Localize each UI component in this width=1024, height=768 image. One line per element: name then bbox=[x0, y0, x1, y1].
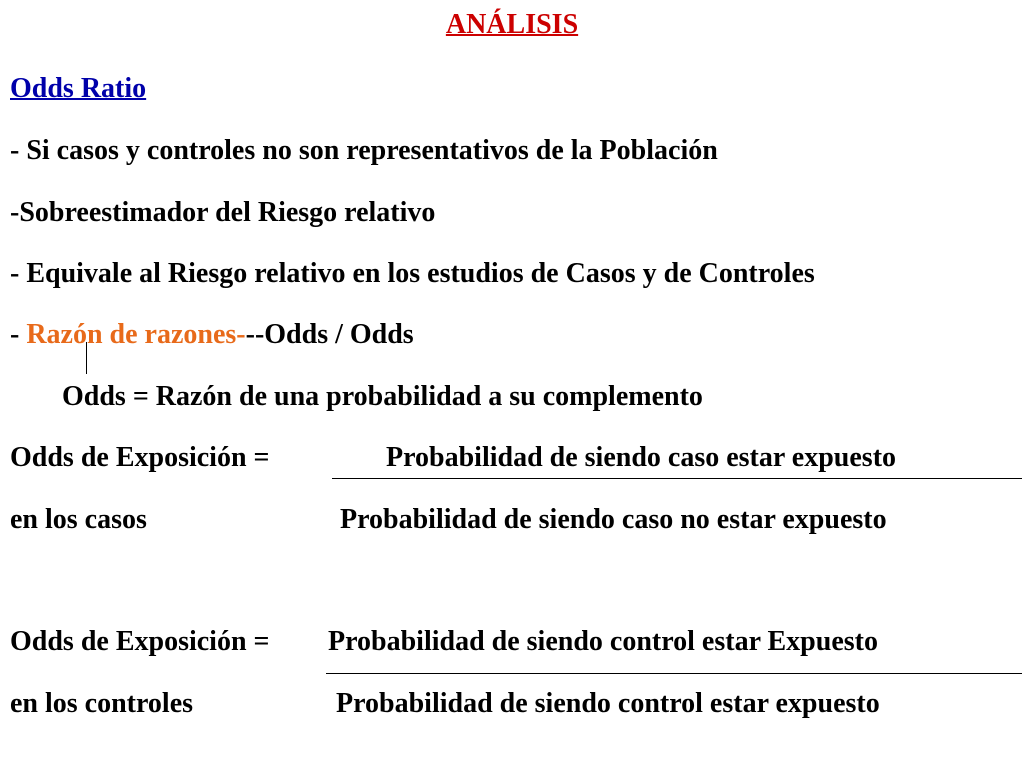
bullet-razon-de-razones bbox=[10, 318, 414, 352]
formula-controls-numerator: Probabilidad de siendo control estar Expuesto bbox=[328, 626, 878, 657]
fraction-bar-cases bbox=[332, 478, 1022, 479]
fraction-bar-controls bbox=[326, 673, 1022, 674]
pointer-tick bbox=[86, 342, 87, 374]
bullet-sobreestimador: -Sobreestimador del Riesgo relativo bbox=[10, 197, 436, 228]
formula-cases-label-2: en los casos bbox=[10, 504, 147, 535]
bullet-prefix: - bbox=[10, 319, 27, 350]
odds-definition: Odds = Razón de una probabilidad a su complemento bbox=[62, 381, 703, 412]
formula-controls-denominator: Probabilidad de siendo control estar expuesto bbox=[336, 688, 880, 719]
formula-cases-denominator: Probabilidad de siendo caso no estar expuesto bbox=[340, 504, 887, 535]
formula-controls-label-2: en los controles bbox=[10, 688, 194, 719]
odds-over-odds: --Odds / Odds bbox=[245, 319, 414, 350]
slide-title: ANÁLISIS bbox=[445, 9, 579, 40]
slide-subtitle: Odds Ratio bbox=[10, 73, 147, 104]
razon-de-razones-accent: Razón de razones- bbox=[26, 319, 246, 350]
formula-controls-label: Odds de Exposición = bbox=[10, 626, 270, 657]
formula-cases-label: Odds de Exposición = bbox=[10, 442, 270, 473]
bullet-equivale: - Equivale al Riesgo relativo en los estudios de Casos y de Controles bbox=[10, 258, 815, 289]
bullet-representativos: - Si casos y controles no son representativos de la Población bbox=[10, 135, 718, 166]
formula-cases-numerator: Probabilidad de siendo caso estar expuesto bbox=[386, 442, 897, 473]
